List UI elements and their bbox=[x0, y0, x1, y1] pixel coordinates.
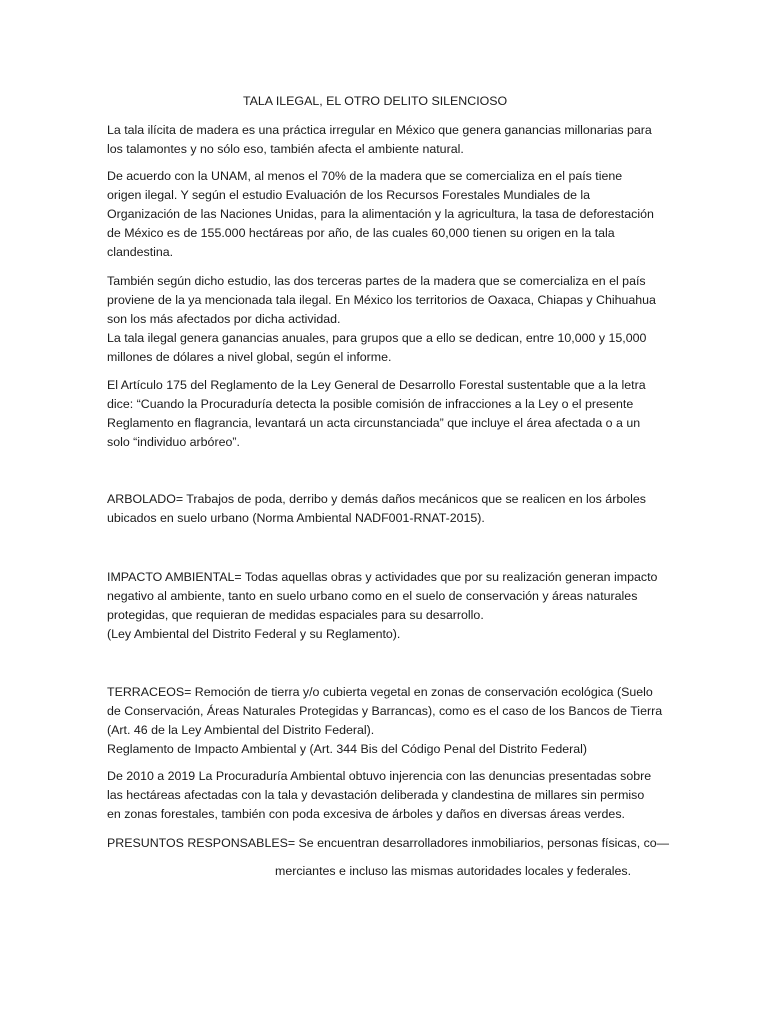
paragraph-line: de México es de 155.000 hectáreas por año, de las cuales 60,000 tienen su origen en la tala bbox=[107, 226, 615, 240]
paragraph-line: Organización de las Naciones Unidas, para la alimentación y la agricultura, la tasa de deforestación bbox=[107, 207, 654, 221]
definition-terraceos bbox=[107, 683, 667, 759]
paragraph-line: La tala ilegal genera ganancias anuales, para grupos que a ello se dedican, entre 10,000 y 15,000 bbox=[107, 331, 647, 345]
paragraph-line: (Ley Ambiental del Distrito Federal y su Reglamento). bbox=[107, 627, 401, 641]
paragraph-procuraduria bbox=[107, 767, 667, 824]
paragraph-line: El Artículo 175 del Reglamento de la Ley General de Desarrollo Forestal sustentable que a la letra bbox=[107, 378, 646, 392]
paragraph-line: TERRACEOS= Remoción de tierra y/o cubierta vegetal en zonas de conservación ecológica (Suelo bbox=[107, 685, 653, 699]
paragraph-line: La tala ilícita de madera es una práctica irregular en México que genera ganancias millonarias para bbox=[107, 123, 652, 137]
paragraph-line: clandestina. bbox=[107, 245, 174, 259]
paragraph-study bbox=[107, 272, 667, 367]
paragraph-line: proviene de la ya mencionada tala ilegal. En México los territorios de Oaxaca, Chiapas y Chihuahua bbox=[107, 293, 656, 307]
paragraph-unam bbox=[107, 167, 667, 262]
paragraph-line: de Conservación, Áreas Naturales Protegidas y Barrancas), como es el caso de los Bancos de Tierra bbox=[107, 704, 663, 718]
paragraph-line: en zonas forestales, también con poda excesiva de árboles y daños en diversas áreas verdes. bbox=[107, 807, 625, 821]
paragraph-line: las hectáreas afectadas con la tala y devastación deliberada y clandestina de millares sin permiso bbox=[107, 788, 645, 802]
paragraph-line: origen ilegal. Y según el estudio Evaluación de los Recursos Forestales Mundiales de la bbox=[107, 188, 591, 202]
paragraph-presuntos-responsables bbox=[107, 834, 670, 853]
paragraph-line: protegidas, que requieran de medidas espaciales para su desarrollo. bbox=[107, 608, 484, 622]
document-title: TALA ILEGAL, EL OTRO DELITO SILENCIOSO bbox=[243, 94, 508, 108]
paragraph-line: son los más afectados por dicha actividad. bbox=[107, 312, 341, 326]
paragraph-continuation: merciantes e incluso las mismas autoridades locales y federales. bbox=[275, 864, 632, 878]
paragraph-article-175 bbox=[107, 376, 667, 452]
paragraph-line: dice: “Cuando la Procuraduría detecta la posible comisión de infracciones a la Ley o el presente bbox=[107, 397, 634, 411]
paragraph-line: Reglamento de Impacto Ambiental y (Art. 344 Bis del Código Penal del Distrito Federal) bbox=[107, 742, 588, 756]
paragraph-line: PRESUNTOS RESPONSABLES= Se encuentran desarrolladores inmobiliarios, personas físicas, co— bbox=[107, 836, 670, 850]
paragraph-line: ubicados en suelo urbano (Norma Ambiental NADF001-RNAT-2015). bbox=[107, 511, 485, 525]
paragraph-line: De acuerdo con la UNAM, al menos el 70% de la madera que se comercializa en el país tiene bbox=[107, 169, 623, 183]
paragraph-intro bbox=[107, 121, 667, 159]
paragraph-line: IMPACTO AMBIENTAL= Todas aquellas obras y actividades que por su realización generan impacto bbox=[107, 570, 658, 584]
paragraph-line: ARBOLADO= Trabajos de poda, derribo y demás daños mecánicos que se realicen en los árboles bbox=[107, 492, 646, 506]
paragraph-line: millones de dólares a nivel global, según el informe. bbox=[107, 350, 392, 364]
paragraph-line: Reglamento en flagrancia, levantará un acta circunstanciada” que incluye el área afectada o a un bbox=[107, 416, 641, 430]
paragraph-line: (Art. 46 de la Ley Ambiental del Distrito Federal). bbox=[107, 723, 375, 737]
paragraph-line: También según dicho estudio, las dos terceras partes de la madera que se comercializa en el país bbox=[107, 274, 646, 288]
paragraph-line: los talamontes y no sólo eso, también afecta el ambiente natural. bbox=[107, 142, 464, 156]
definition-impacto-ambiental bbox=[107, 568, 667, 644]
paragraph-line: De 2010 a 2019 La Procuraduría Ambiental obtuvo injerencia con las denuncias presentadas sobre bbox=[107, 769, 652, 783]
paragraph-line: solo “individuo arbóreo”. bbox=[107, 435, 240, 449]
paragraph-line: negativo al ambiente, tanto en suelo urbano como en el suelo de conservación y áreas naturales bbox=[107, 589, 638, 603]
definition-arbolado bbox=[107, 490, 667, 528]
